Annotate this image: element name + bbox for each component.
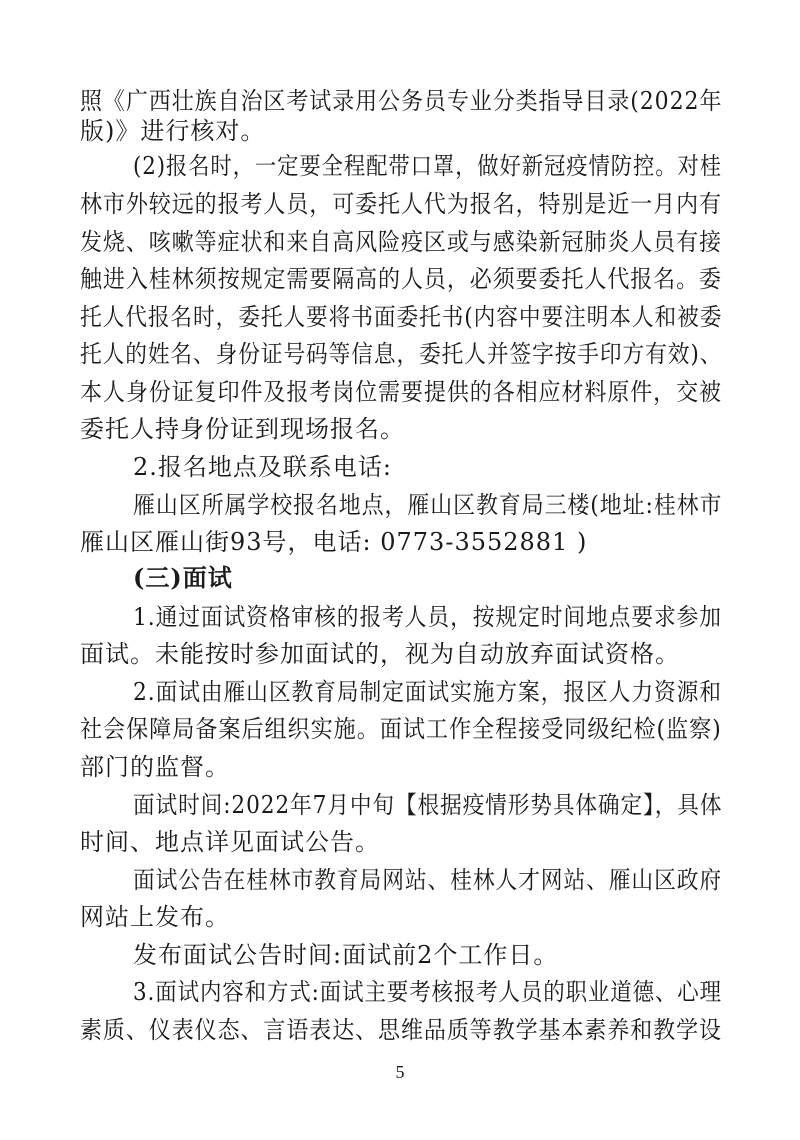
text-line: 林市外较远的报考人员，可委托人代为报名，特别是近一月内有: [80, 190, 722, 218]
text-line: 社会保障局备案后组织实施。面试工作全程接受同级纪检(监察): [80, 715, 722, 743]
text-line: 照《广西壮族自治区考试录用公务员专业分类指导目录(2022年: [80, 87, 723, 115]
text-line: (2)报名时，一定要全程配带口罩，做好新冠疫情防控。对桂: [133, 152, 722, 180]
text-line: 发烧、咳嗽等症状和来自高风险疫区或与感染新冠肺炎人员有接: [80, 228, 722, 256]
text-line: 2.面试由雁山区教育局制定面试实施方案，报区人力资源和: [133, 678, 722, 706]
text-line: 面试公告在桂林市教育局网站、桂林人才网站、雁山区政府: [133, 866, 723, 894]
section-subheading: 2.报名地点及联系电话:: [133, 453, 392, 481]
text-line: 时间、地点详见面试公告。: [80, 828, 380, 856]
text-line: 3.面试内容和方式:面试主要考核报考人员的职业道德、心理: [133, 978, 723, 1006]
text-line: 托人代报名时，委托人要将书面委托书(内容中要注明本人和被委: [80, 303, 723, 331]
text-line: 部门的监督。: [80, 753, 230, 781]
text-line: 托人的姓名、身份证号码等信息，委托人并签字按手印方有效)、: [80, 340, 723, 368]
text-line: 触进入桂林须按规定需要隔高的人员，必须要委托人代报名。委: [80, 265, 722, 293]
section-heading-interview: (三)面试: [133, 563, 233, 592]
text-line: 1.通过面试资格审核的报考人员，按规定时间地点要求参加: [133, 603, 722, 631]
text-line: 委托人持身份证到现场报名。: [80, 415, 405, 443]
text-line: 素质、仪表仪态、言语表达、思维品质等教学基本素养和教学设: [80, 1016, 722, 1044]
text-line: 面试。未能按时参加面试的，视为自动放弃面试资格。: [80, 640, 680, 668]
text-line: 网站上发布。: [80, 903, 230, 931]
text-line: 版)》进行核对。: [80, 117, 266, 145]
text-line: 雁山区所属学校报名地点，雁山区教育局三楼(地址:桂林市: [133, 491, 723, 519]
text-line: 雁山区雁山街93号，电话: 0773-3552881 ): [80, 528, 588, 556]
text-line: 发布面试公告时间:面试前2个工作日。: [133, 941, 559, 969]
page-number: 5: [395, 1062, 405, 1082]
text-line: 面试时间:2022年7月中旬【根据疫情形势具体确定】，具体: [133, 791, 723, 819]
text-line: 本人身份证复印件及报考岗位需要提供的各相应材料原件，交被: [80, 378, 722, 406]
